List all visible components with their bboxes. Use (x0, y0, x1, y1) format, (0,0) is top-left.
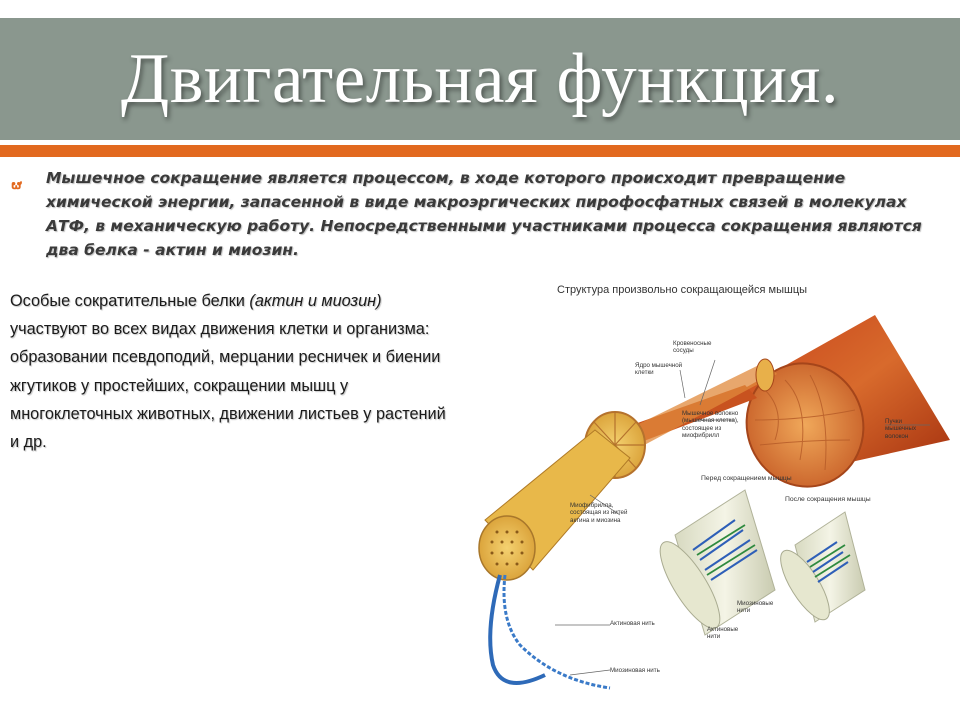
label-bundles: Пучки мышечных волокон (885, 418, 917, 440)
body-text-part2: участвуют во всех видах движения клетки и организма: образовании псевдоподий, мерцании ресничек и биении жгутиков у простейших, сокращении мышц у многоклеточных животных, движении листьев у растений и др. (10, 320, 446, 452)
actin-thread (490, 575, 545, 683)
myofibril-section (479, 516, 535, 580)
label-myosin-threads: Миозиновые нити (737, 600, 774, 615)
fiber-end (756, 359, 774, 391)
label-fiber: Мышечное волокно (мышечная клетка), состоящее из миофибрилл (682, 410, 739, 439)
figure-title: Структура произвольно сокращающейся мышцы (557, 284, 808, 296)
accent-rule (0, 145, 960, 157)
label-vessels: Кровеносные сосуды (673, 340, 712, 355)
label-before: Перед сокращением мышцы (701, 475, 792, 482)
muscle-structure-figure (445, 270, 960, 720)
label-after: После сокращения мышцы (785, 496, 871, 503)
label-actin: Актиновая нить (610, 620, 655, 627)
slide-title: Двигательная функция. (120, 40, 840, 118)
lead-paragraph: Мышечное сокращение является процессом, в ходе которого происходит превращение химической энергии, запасенной в виде макроэргических пирофосфатных связей в молекулах АТФ, в механическую работу. Непосредственными участниками процесса сокращения являются два белка - актин и миозин. (46, 169, 922, 259)
label-myosin: Миозиновая нить (610, 667, 660, 674)
bullet-icon: ຜ (11, 178, 23, 192)
muscle-illustration (445, 270, 960, 720)
myosin-thread (504, 575, 610, 688)
label-myofibril: Миофибрилла, состоящая из нитей актина и миозина (570, 502, 628, 524)
after-contraction-cylinder (772, 512, 865, 626)
label-nucleus: Ядро мышечной клетки (635, 362, 683, 377)
body-paragraph (10, 287, 450, 456)
body-text-part1: Особые сократительные белки (10, 292, 250, 310)
label-actin-threads: Актиновые нити (707, 626, 739, 641)
body-text-italic: (актин и миозин) (249, 292, 382, 310)
